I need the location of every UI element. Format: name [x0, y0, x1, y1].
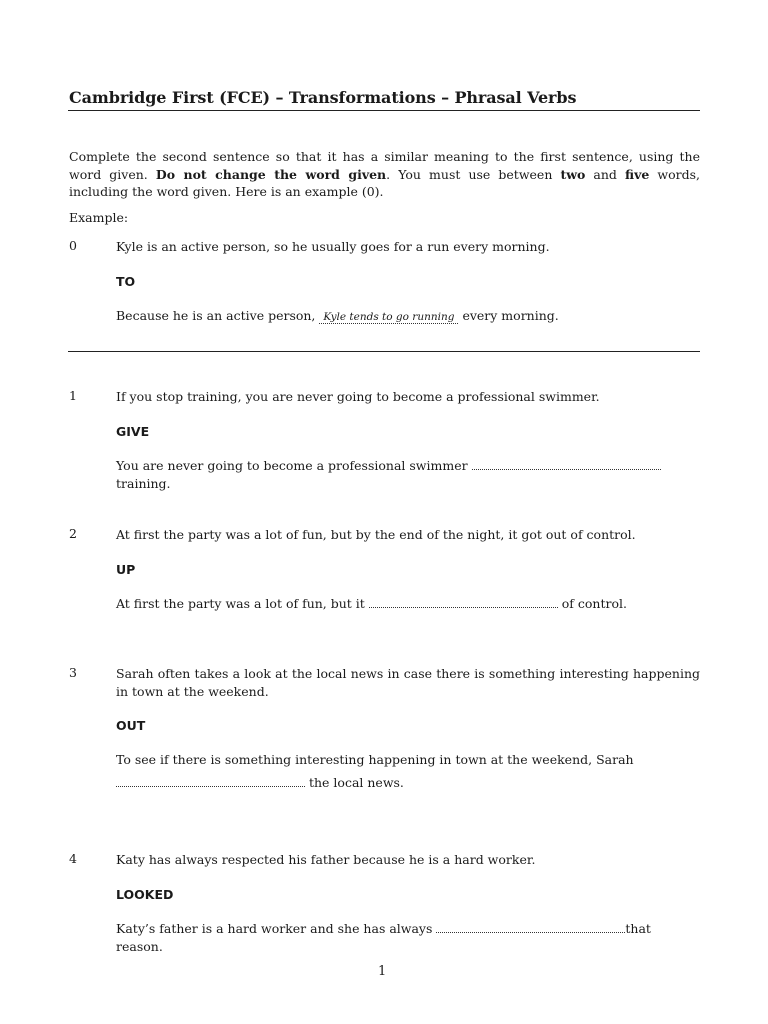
answer-blank[interactable] — [472, 458, 661, 470]
instructions-emphasis: Do not change the word given — [155, 166, 387, 182]
instructions-emphasis: two — [560, 166, 586, 182]
sentence-start: To see if there is something interesting happening in town at the weekend, Sarah — [116, 752, 634, 767]
item-sentence: If you stop training, you are never going to become a professional swimmer. — [116, 389, 600, 404]
item-keyword — [116, 561, 700, 579]
item-number: 4 — [69, 851, 77, 866]
keyword: LOOKED — [116, 887, 174, 902]
item-number: 0 — [69, 238, 77, 253]
keyword: OUT — [116, 718, 146, 733]
item-transformed-sentence — [116, 751, 700, 791]
keyword: TO — [116, 274, 136, 289]
instructions — [69, 148, 700, 201]
example-label: Example: — [69, 210, 129, 225]
instructions-emphasis: five — [625, 166, 650, 182]
item-keyword — [116, 423, 700, 441]
example-answer: Kyle tends to go running — [319, 311, 458, 324]
page-number: 1 — [378, 964, 387, 979]
instructions-text: words, including the word given. Here is an example (0). — [69, 166, 700, 199]
item-sentence: At first the party was a lot of fun, but by the end of the night, it got out of control. — [116, 527, 636, 542]
item-number: 2 — [69, 526, 77, 541]
item-sentence: Katy has always respected his father because he is a hard worker. — [116, 852, 536, 867]
example-divider — [68, 351, 700, 352]
sentence-end: of control. — [557, 596, 627, 611]
sentence-start: At first the party was a lot of fun, but it — [116, 596, 369, 611]
item-keyword — [116, 717, 700, 735]
answer-blank[interactable] — [436, 921, 625, 933]
item-sentence: Kyle is an active person, so he usually goes for a run every morning. — [116, 239, 550, 254]
keyword: GIVE — [116, 424, 150, 439]
keyword: UP — [116, 562, 136, 577]
item-transformed-sentence — [116, 920, 700, 955]
item-transformed-sentence — [116, 595, 700, 613]
item-number: 1 — [69, 388, 77, 403]
sentence-start: You are never going to become a professional swimmer — [116, 458, 472, 473]
item-keyword — [116, 273, 700, 291]
instructions-text: and — [585, 166, 625, 182]
item-transformed-sentence — [116, 307, 700, 327]
sentence-end: that reason. — [116, 921, 651, 954]
answer-blank[interactable] — [369, 596, 558, 608]
worksheet-title: Cambridge First (FCE) – Transformations – Phrasal Verbs — [69, 88, 577, 107]
sentence-start: Katy’s father is a hard worker and she has always — [116, 921, 437, 936]
sentence-end: every morning. — [458, 308, 559, 323]
answer-blank[interactable] — [116, 775, 305, 787]
sentence-start: Because he is an active person, — [116, 308, 316, 323]
instructions-text: Complete the second sentence so that it has a similar meaning to the first sentence, using the word given. — [69, 149, 700, 182]
item-transformed-sentence — [116, 457, 700, 492]
item-keyword — [116, 886, 700, 904]
sentence-end: training. — [116, 475, 171, 491]
sentence-end: the local news. — [305, 774, 404, 790]
item-number: 3 — [69, 665, 77, 680]
title-divider — [68, 110, 700, 111]
item-sentence: Sarah often takes a look at the local news in case there is something interesting happening in town at the weekend. — [116, 666, 700, 699]
instructions-text: . You must use between — [386, 166, 561, 182]
